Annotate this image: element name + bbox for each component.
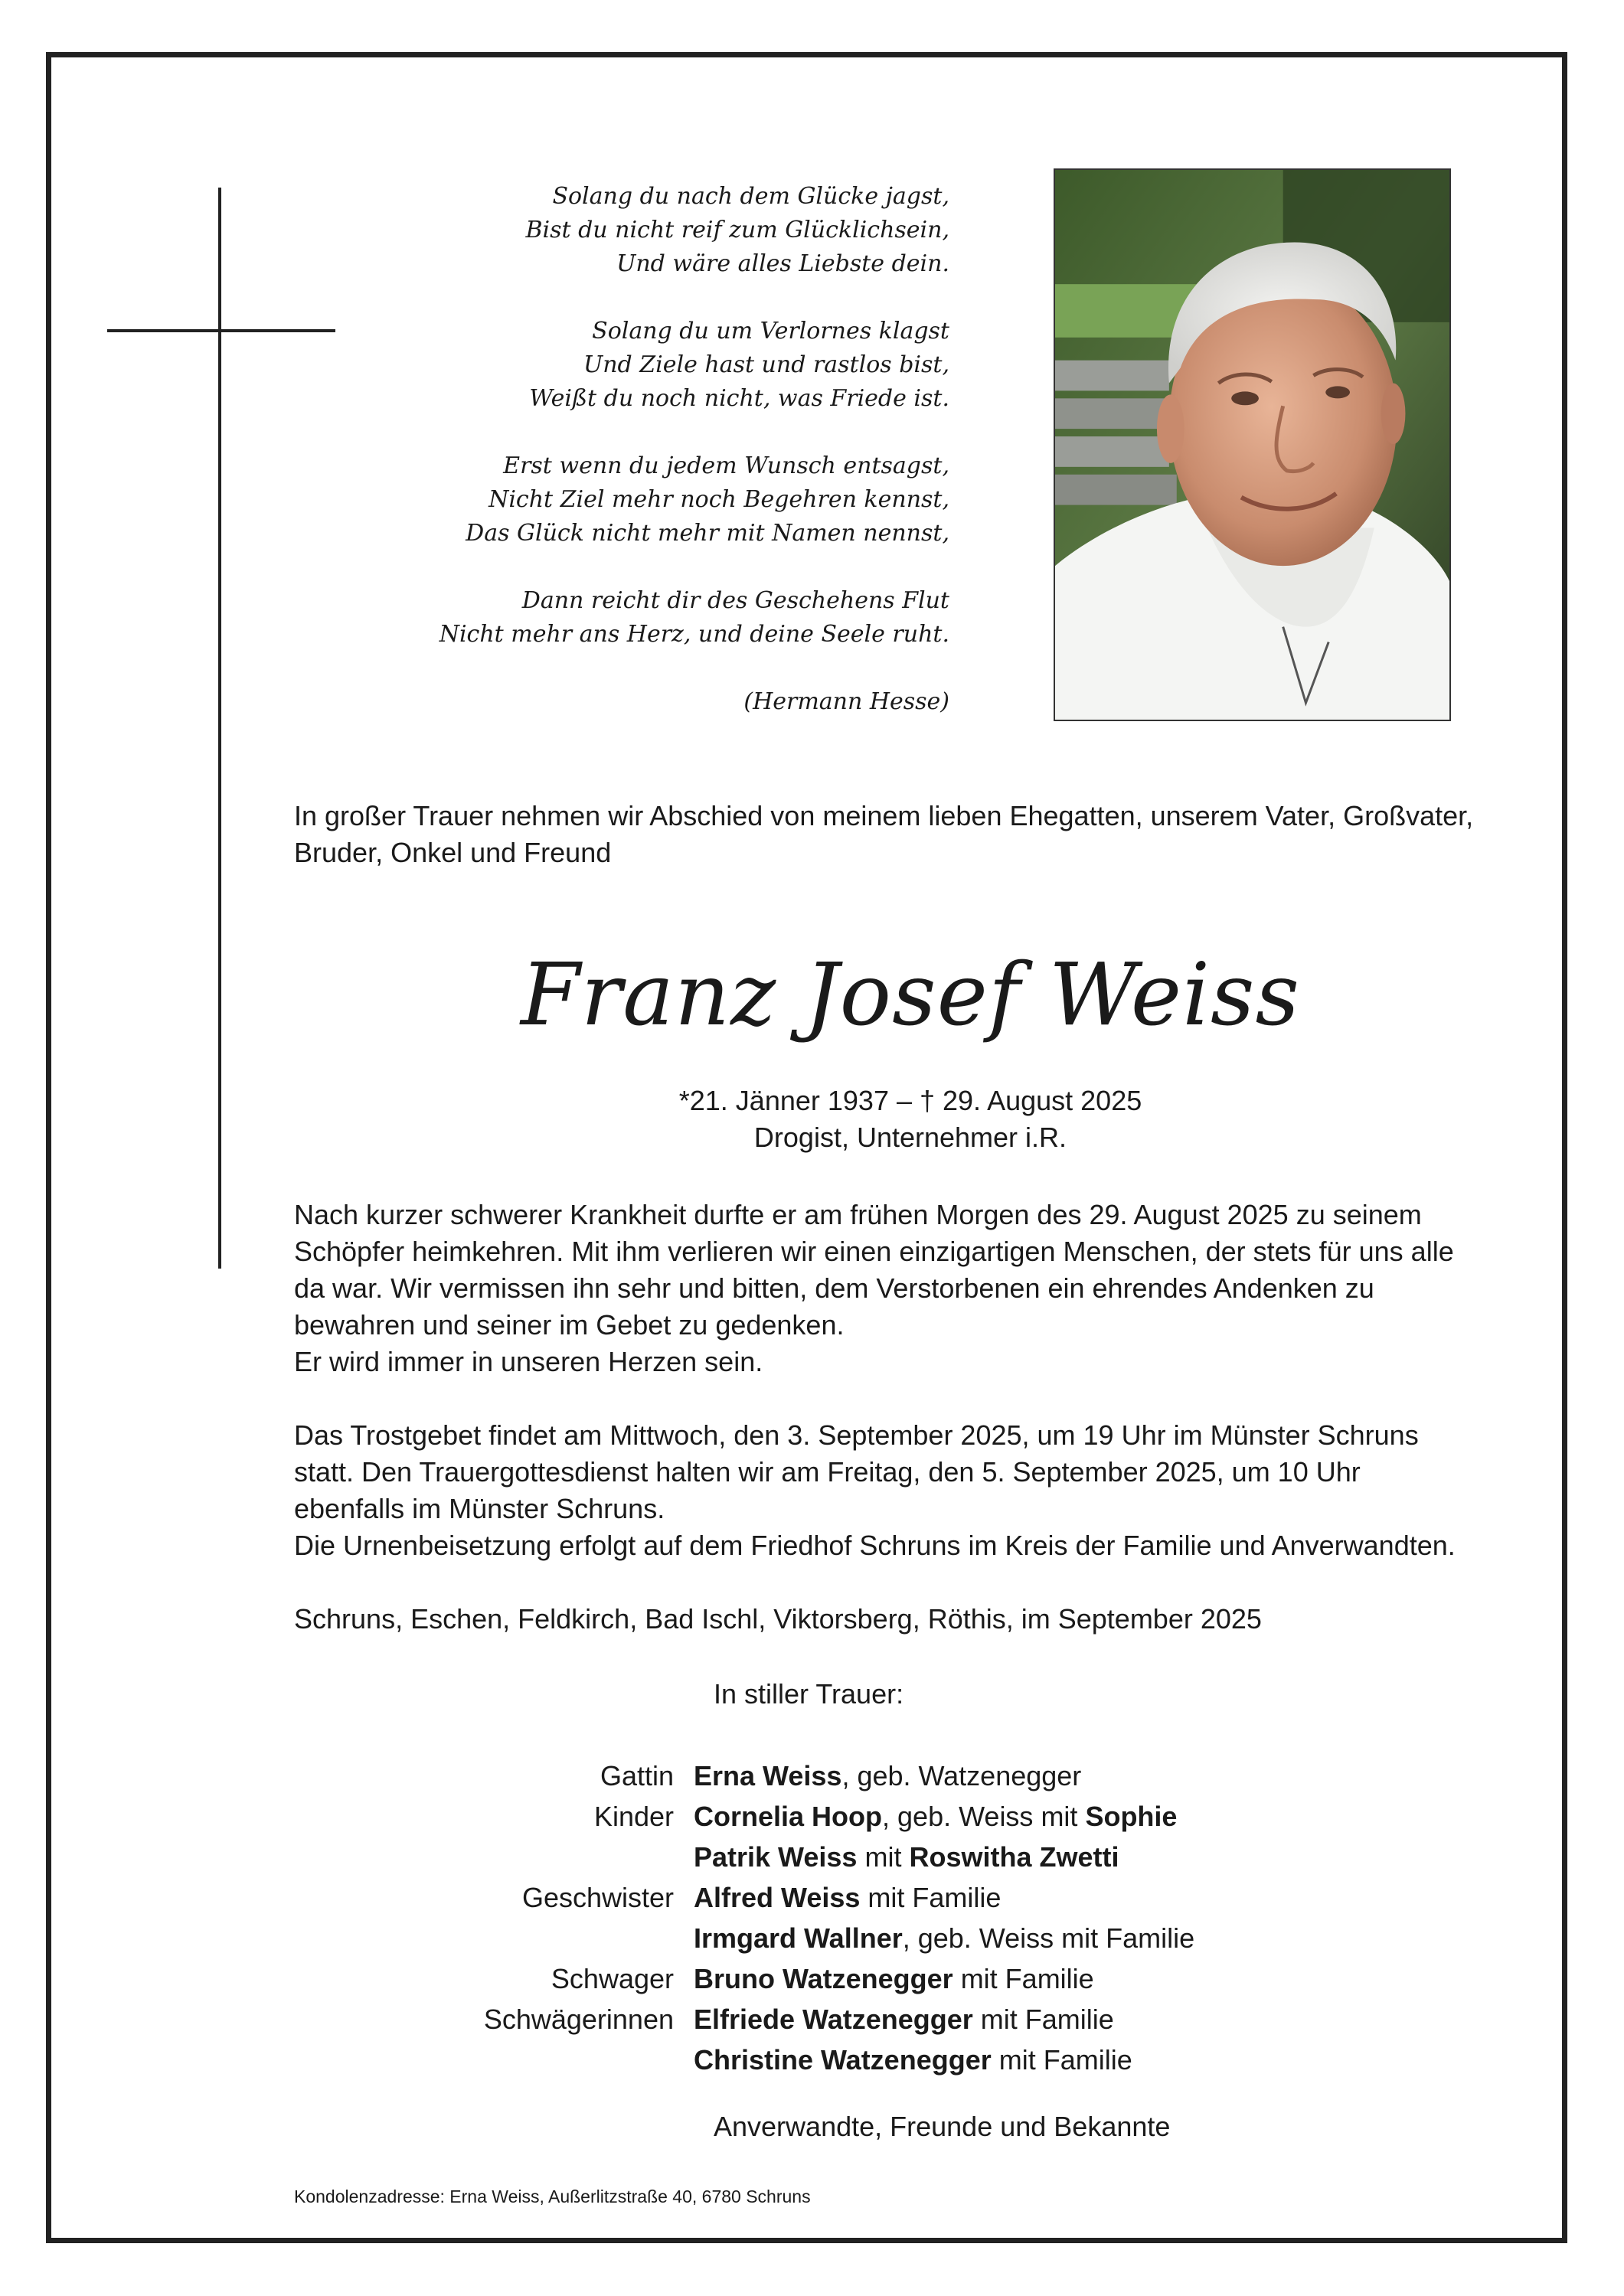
poem-line: Erst wenn du jedem Wunsch entsagst, [503, 452, 949, 479]
survivor-relation: mit Familie [860, 1882, 1002, 1913]
cross-horizontal-bar [107, 329, 335, 332]
survivor-name: Elfriede Watzenegger [694, 2004, 973, 2035]
survivor-row [294, 1755, 1527, 1796]
survivor-row [294, 2040, 1527, 2080]
survivor-row [294, 1999, 1527, 2040]
survivor-names [694, 1958, 1527, 1999]
survivor-role [294, 2040, 694, 2080]
survivor-row [294, 1877, 1527, 1918]
poem-stanza [383, 449, 949, 550]
survivor-names [694, 1877, 1527, 1918]
poem-author: (Hermann Hesse) [743, 688, 949, 715]
survivor-name: Cornelia Hoop [694, 1801, 883, 1832]
survivor-name: Roswitha Zwetti [909, 1841, 1119, 1873]
survivor-relation: mit Familie [972, 2004, 1114, 2035]
survivor-role [294, 1918, 694, 1958]
condolence-address: Kondolenzadresse: Erna Weiss, Außerlitzstraße 40, 6780 Schruns [294, 2187, 811, 2206]
portrait-photo [1054, 168, 1451, 721]
survivor-names [694, 1837, 1527, 1877]
deceased-details [294, 1083, 1527, 1156]
survivor-names [694, 1796, 1527, 1837]
survivor-relation: , geb. Weiss mit [882, 1801, 1086, 1832]
paragraph-passing [294, 1197, 1527, 1380]
occupation: Drogist, Unternehmer i.R. [753, 1122, 1067, 1153]
poem-line: Nicht Ziel mehr noch Begehren kennst, [489, 486, 949, 513]
survivor-role: Schwager [551, 1963, 674, 1994]
paragraph-services [294, 1417, 1527, 1564]
survivor-name: Christine Watzenegger [694, 2044, 992, 2076]
survivor-row [294, 1837, 1527, 1877]
survivor-names [694, 1755, 1527, 1796]
place-date: Schruns, Eschen, Feldkirch, Bad Ischl, Viktorsberg, Röthis, im September 2025 [294, 1603, 1262, 1635]
text-line: statt. Den Trauergottesdienst halten wir am Freitag, den 5. September 2025, um 10 Uhr [294, 1456, 1361, 1488]
poem-line: Dann reicht dir des Geschehens Flut [521, 587, 949, 614]
survivor-relation: , geb. Weiss mit Familie [902, 1922, 1195, 1954]
survivor-role [294, 1837, 694, 1877]
survivor-role: Geschwister [521, 1882, 674, 1913]
poem-line: Solang du um Verlornes klagst [592, 318, 949, 345]
poem-line: Nicht mehr ans Herz, und deine Seele ruht. [439, 621, 949, 648]
text-line: Schöpfer heimkehren. Mit ihm verlieren wir einen einzigartigen Menschen, der stets für uns alle [294, 1236, 1454, 1267]
survivor-names [694, 1999, 1527, 2040]
poem-stanza [383, 584, 949, 652]
survivor-role: Kinder [593, 1801, 674, 1832]
poem-line: Bist du nicht reif zum Glücklichsein, [525, 217, 949, 243]
survivor-row [294, 1918, 1527, 1958]
text-line: Die Urnenbeisetzung erfolgt auf dem Friedhof Schruns im Kreis der Familie und Anverwandten. [294, 1530, 1456, 1561]
life-dates: *21. Jänner 1937 – † 29. August 2025 [678, 1085, 1142, 1116]
survivor-role: Gattin [600, 1760, 674, 1791]
portrait-image [1055, 170, 1449, 720]
poem-stanza [383, 315, 949, 416]
deceased-name: Franz Josef Weiss [521, 946, 1300, 1045]
text-line: Das Trostgebet findet am Mittwoch, den 3. September 2025, um 19 Uhr im Münster Schruns [294, 1419, 1419, 1451]
survivor-name: Irmgard Wallner [694, 1922, 903, 1954]
announcement-body [294, 1197, 1527, 1638]
poem-line: Solang du nach dem Glücke jagst, [552, 183, 949, 210]
survivors-list [294, 1755, 1527, 2080]
intro-text: In großer Trauer nehmen wir Abschied von meinem lieben Ehegatten, unserem Vater, Großvater, Bruder, Onkel und Freund [294, 800, 1474, 868]
mourning-heading: In stiller Trauer: [714, 1678, 904, 1710]
poem-line: Weißt du noch nicht, was Friede ist. [529, 385, 949, 412]
cross-vertical-bar [218, 188, 221, 1269]
poem-line: Das Glück nicht mehr mit Namen nennst, [466, 520, 949, 547]
poem-stanza [383, 180, 949, 281]
text-line: Er wird immer in unseren Herzen sein. [294, 1346, 763, 1377]
survivor-relation: mit Familie [991, 2044, 1132, 2076]
survivor-row [294, 1796, 1527, 1837]
text-line: da war. Wir vermissen ihn sehr und bitten, dem Verstorbenen ein ehrendes Andenken zu [294, 1272, 1374, 1304]
text-line: Nach kurzer schwerer Krankheit durfte er am frühen Morgen des 29. August 2025 zu seinem [294, 1199, 1422, 1230]
text-line: ebenfalls im Münster Schruns. [294, 1493, 665, 1524]
survivor-names [694, 1918, 1527, 1958]
survivor-role: Schwägerinnen [483, 2004, 674, 2035]
closing-line: Anverwandte, Freunde und Bekannte [714, 2111, 1171, 2142]
survivor-relation: mit [857, 1841, 910, 1873]
survivor-name: Patrik Weiss [694, 1841, 858, 1873]
survivor-name: Erna Weiss [694, 1760, 842, 1791]
survivor-relation: mit Familie [953, 1963, 1094, 1994]
poem [383, 180, 949, 719]
survivor-names [694, 2040, 1527, 2080]
poem-line: Und Ziele hast und rastlos bist, [583, 351, 949, 378]
survivor-name: Alfred Weiss [694, 1882, 861, 1913]
poem-line: Und wäre alles Liebste dein. [616, 250, 949, 277]
survivor-relation: , geb. Watzenegger [841, 1760, 1082, 1791]
text-line: bewahren und seiner im Gebet zu gedenken. [294, 1309, 845, 1341]
survivor-name: Bruno Watzenegger [694, 1963, 953, 1994]
survivor-name: Sophie [1085, 1801, 1178, 1832]
survivor-row [294, 1958, 1527, 1999]
